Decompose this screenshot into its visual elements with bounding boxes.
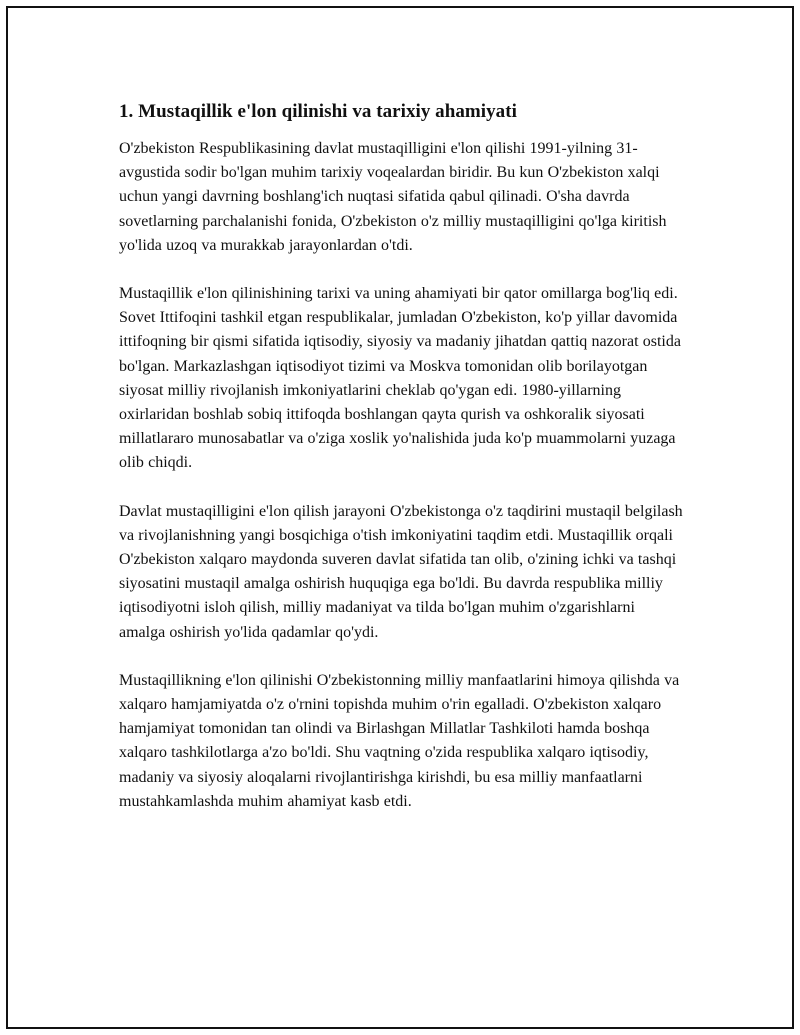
- paragraph-3: Davlat mustaqilligini e'lon qilish jarayoni O'zbekistonga o'z taqdirini mustaqil belgilash va rivojlanishning yangi bosqichiga o'tish imkoniyatini taqdim etdi. Mustaqillik orqali O'zbekiston xalqaro maydonda suveren davlat sifatida tan olib, o'zining ichki va tashqi siyosatini mustaqil amalga oshirish huquqiga ega bo'ldi. Bu davrda respublika milliy iqtisodiyotni isloh qilish, milliy madaniyat va tilda bo'lgan muhim o'zgarishlarni amalga oshirish yo'lida qadamlar qo'ydi.: [119, 502, 683, 641]
- section-heading: 1. Mustaqillik e'lon qilinishi va tarixiy ahamiyati: [119, 101, 517, 122]
- paragraph-2: Mustaqillik e'lon qilinishining tarixi va uning ahamiyati bir qator omillarga bog'liq edi. Sovet Ittifoqini tashkil etgan respublikalar, jumladan O'zbekiston, ko'p yillar davomida ittifoqning bir qismi sifatida iqtisodiy, siyosiy va madaniy jihatdan qattiq nazorat ostida bo'lgan. Markazlashgan iqtisodiyot tizimi va Moskva tomonidan olib borilayotgan siyosat milliy rivojlanish imkoniyatlarini cheklab qo'ygan edi. 1980-yillarning oxirlaridan boshlab sobiq ittifoqda boshlangan qayta qurish va oshkoralik siyosati millatlararo munosabatlar va o'ziga xoslik yo'nalishida juda ko'p muammolarni yuzaga olib chiqdi.: [119, 285, 681, 472]
- page-frame: [6, 6, 794, 1029]
- paragraph-1: O'zbekiston Respublikasining davlat mustaqilligini e'lon qilishi 1991-yilning 31-avgustida sodir bo'lgan muhim tarixiy voqealardan biridir. Bu kun O'zbekiston xalqi uchun yangi davrning boshlang'ich nuqtasi sifatida qabul qilinadi. O'sha davrda sovetlarning parchalanishi fonida, O'zbekiston o'z milliy mustaqilligini qo'lga kiritish yo'lida uzoq va murakkab jarayonlardan o'tdi.: [119, 140, 667, 254]
- document-body: [119, 100, 685, 838]
- paragraph-4: Mustaqillikning e'lon qilinishi O'zbekistonning milliy manfaatlarini himoya qilishda va xalqaro hamjamiyatda o'z o'rnini topishda muhim o'rin egalladi. O'zbekiston xalqaro hamjamiyat tomonidan tan olindi va Birlashgan Millatlar Tashkiloti hamda boshqa xalqaro tashkilotlarga a'zo bo'ldi. Shu vaqtning o'zida respublika xalqaro iqtisodiy, madaniy va siyosiy aloqalarni rivojlantirishga kirishdi, bu esa milliy manfaatlarni mustahkamlashda muhim ahamiyat kasb etdi.: [119, 671, 680, 810]
